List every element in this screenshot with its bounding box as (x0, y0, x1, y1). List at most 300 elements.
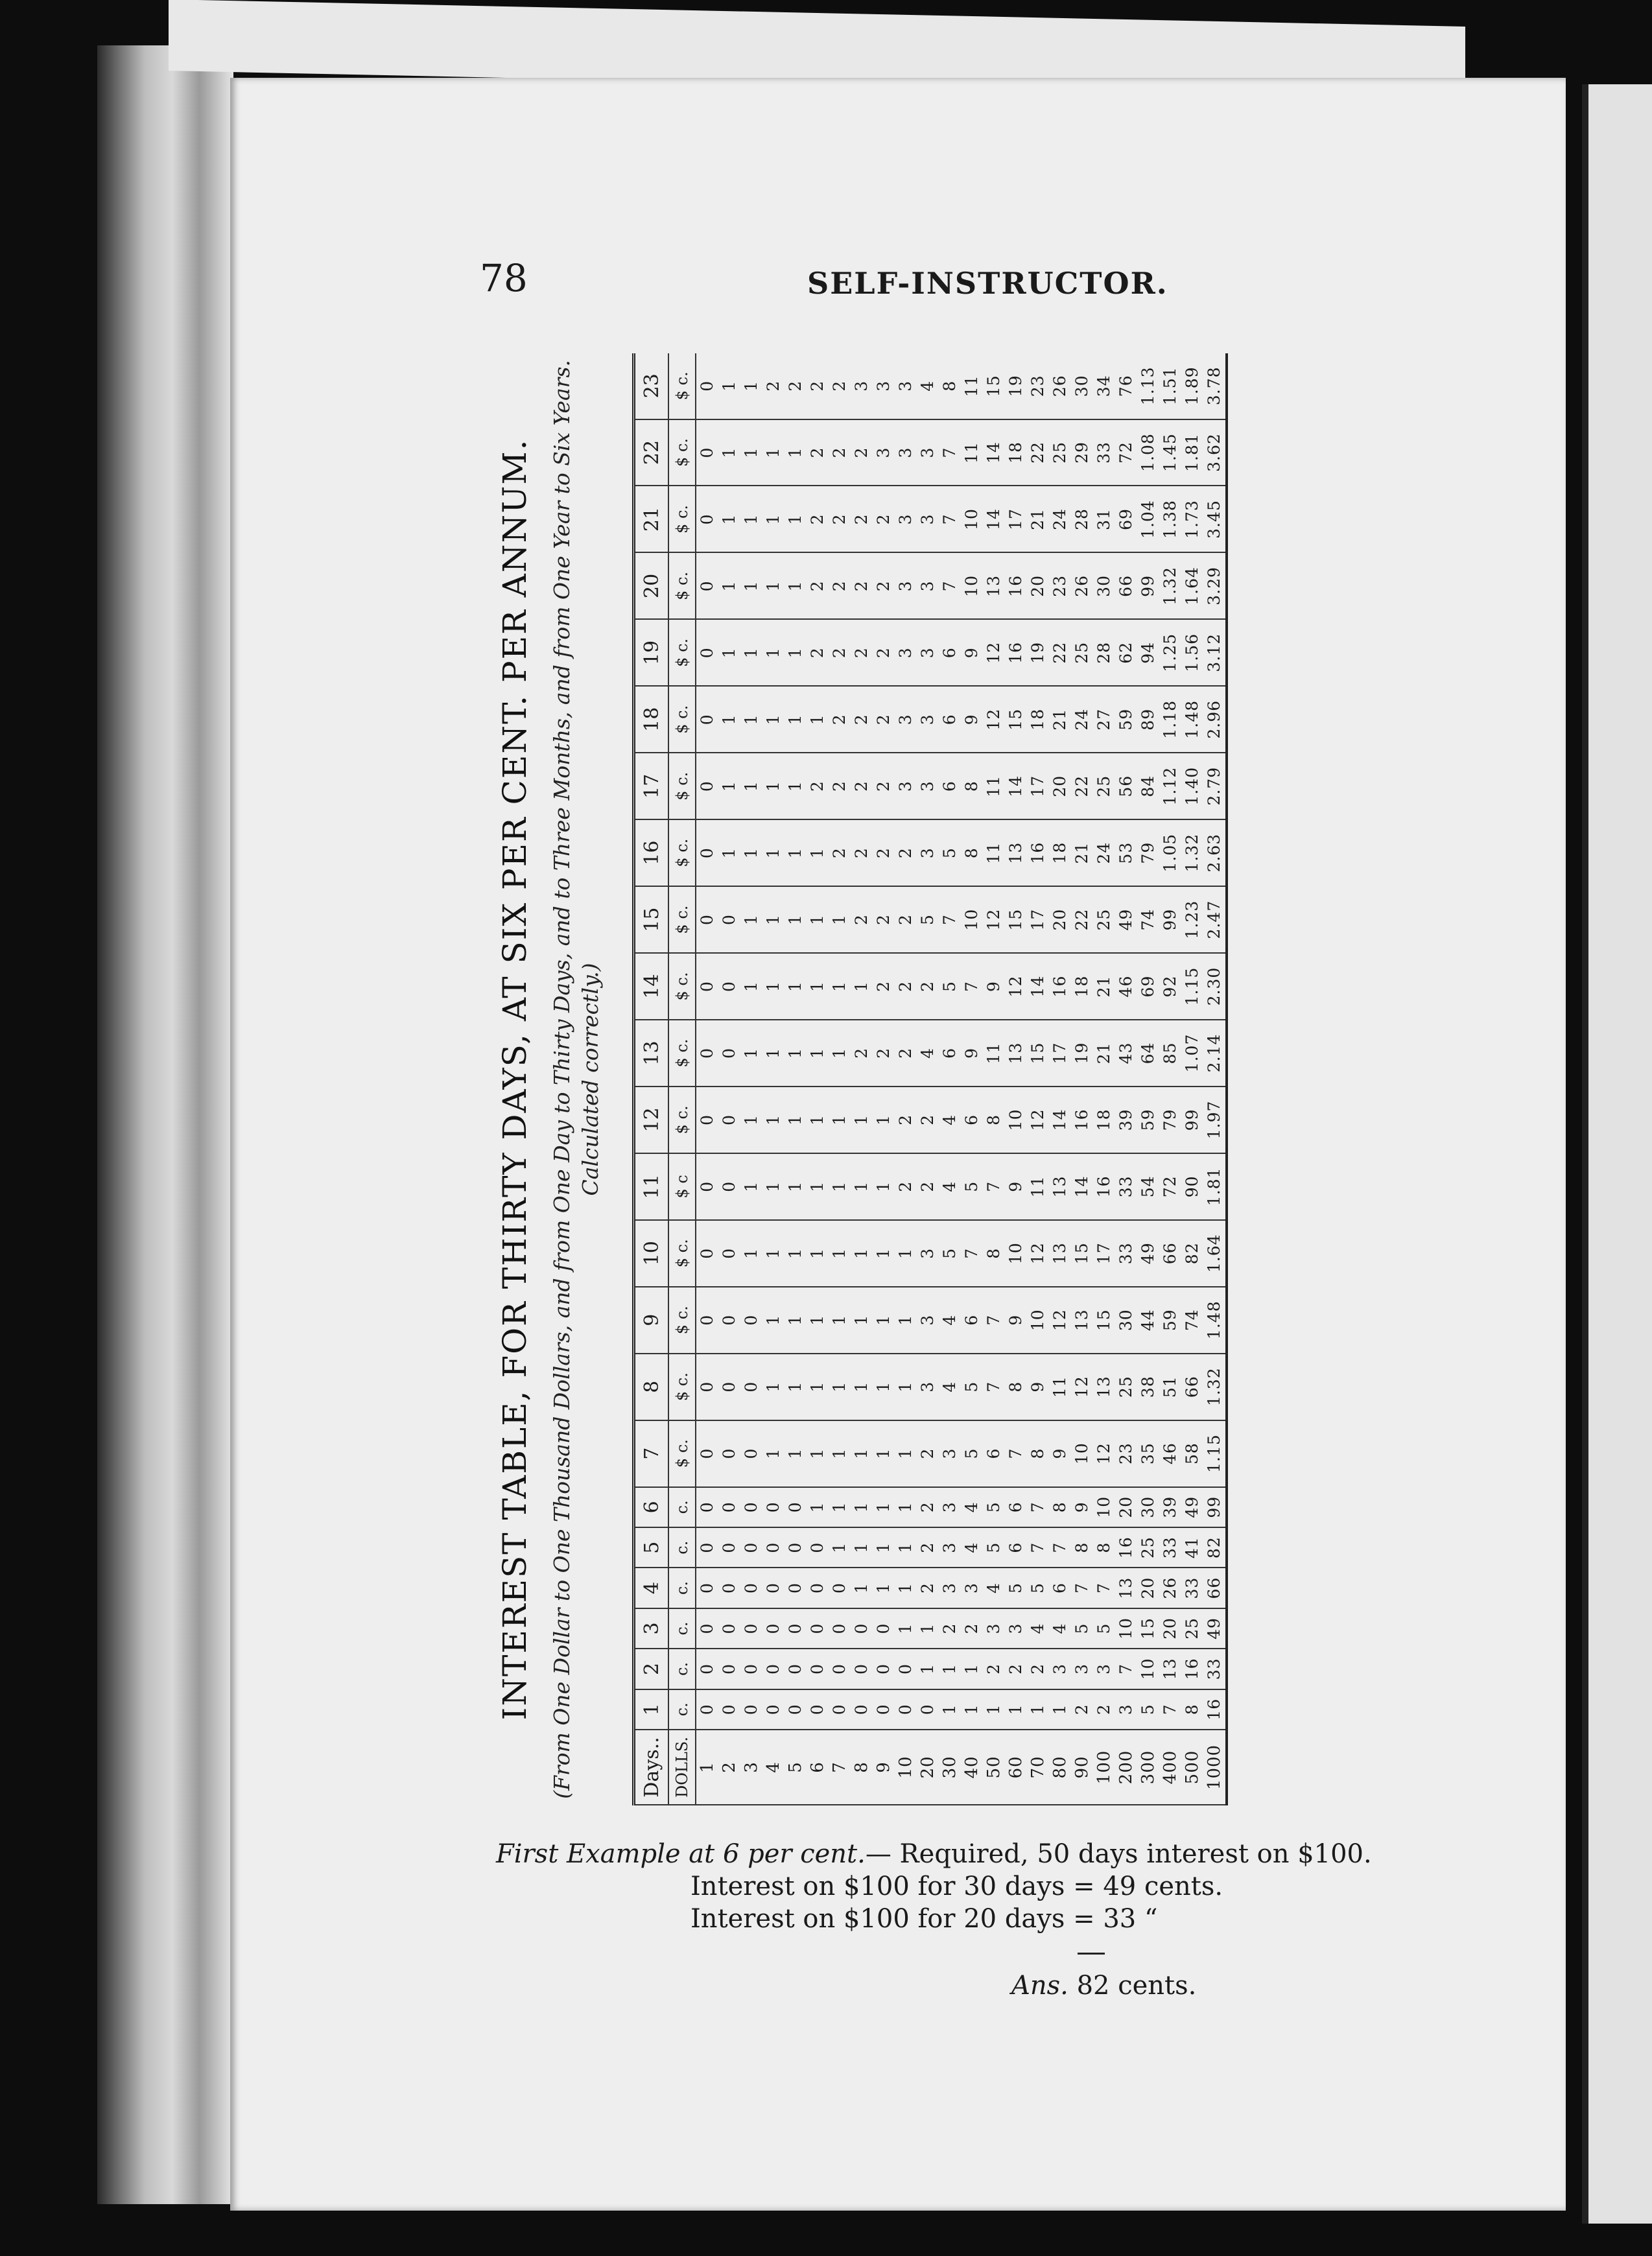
interest-cell: 0 (696, 486, 718, 553)
interest-cell: 59 (1159, 1287, 1181, 1354)
dollar-amount: 500 (1181, 1730, 1203, 1805)
interest-cell: 1.23 (1181, 886, 1203, 953)
interest-cell: 3 (917, 419, 939, 486)
interest-cell: 1.48 (1203, 1287, 1227, 1354)
interest-cell: 3 (917, 486, 939, 553)
interest-cell: 2 (829, 686, 851, 753)
interest-cell: 16 (1027, 819, 1049, 886)
interest-cell: 14 (983, 486, 1005, 553)
interest-cell: 2.79 (1203, 753, 1227, 819)
interest-cell: 18 (1093, 1087, 1115, 1153)
example-line-2: Interest on $100 for 30 days = 49 cents. (690, 1872, 1223, 1901)
interest-cell: 20 (1049, 753, 1071, 819)
interest-cell: 66 (1203, 1568, 1227, 1608)
interest-cell: 2 (895, 953, 917, 1020)
interest-cell: 3 (873, 419, 895, 486)
interest-cell: 0 (807, 1568, 829, 1608)
interest-cell: 3 (895, 419, 917, 486)
interest-cell: 2 (829, 353, 851, 419)
interest-cell: 1.05 (1159, 819, 1181, 886)
interest-cell: 7 (983, 1287, 1005, 1354)
interest-cell: 74 (1181, 1287, 1203, 1354)
interest-cell: 2 (807, 619, 829, 686)
interest-cell: 3 (939, 1420, 961, 1487)
interest-cell: 1 (829, 1354, 851, 1420)
interest-cell: 0 (895, 1649, 917, 1689)
interest-cell: 2 (895, 886, 917, 953)
interest-cell: 1 (829, 1287, 851, 1354)
interest-cell: 0 (740, 1287, 762, 1354)
interest-cell: 26 (1159, 1568, 1181, 1608)
interest-cell: 10 (961, 886, 983, 953)
interest-cell: 0 (718, 1649, 740, 1689)
table-row (740, 353, 762, 1805)
interest-cell: 1 (873, 1287, 895, 1354)
interest-cell: 11 (961, 353, 983, 419)
interest-cell: 5 (961, 1420, 983, 1487)
interest-cell: 18 (1005, 419, 1027, 486)
interest-cell: 6 (939, 686, 961, 753)
interest-cell: 7 (1049, 1527, 1071, 1568)
dollar-amount: 3 (740, 1730, 762, 1805)
day-column-header: 21 (634, 486, 669, 553)
interest-cell: 1 (829, 953, 851, 1020)
interest-cell: 1.97 (1203, 1087, 1227, 1153)
interest-cell: 2 (851, 619, 873, 686)
dollar-amount: 5 (785, 1730, 807, 1805)
interest-cell: 0 (696, 686, 718, 753)
interest-cell: 5 (939, 819, 961, 886)
interest-cell: 2 (807, 353, 829, 419)
interest-cell: 1 (740, 419, 762, 486)
table-row (1159, 353, 1181, 1805)
interest-cell: 1 (807, 1287, 829, 1354)
interest-cell: 0 (895, 1689, 917, 1730)
interest-cell: 11 (983, 1020, 1005, 1087)
interest-cell: 16 (1005, 619, 1027, 686)
interest-cell: 33 (1159, 1527, 1181, 1568)
interest-cell: 0 (696, 1420, 718, 1487)
interest-cell: 1 (873, 1527, 895, 1568)
unit-label: c. (668, 1568, 696, 1608)
dollar-amount: 7 (829, 1730, 851, 1805)
interest-cell: 4 (939, 1287, 961, 1354)
interest-cell: 0 (718, 1087, 740, 1153)
interest-cell: 7 (983, 1354, 1005, 1420)
example-line-3: Interest on $100 for 20 days = 33 “ (690, 1904, 1158, 1934)
interest-cell: 25 (1093, 886, 1115, 953)
interest-cell: 1 (762, 886, 785, 953)
interest-cell: 1 (895, 1527, 917, 1568)
interest-cell: 3 (917, 753, 939, 819)
interest-cell: 3 (917, 1354, 939, 1420)
interest-cell: 1 (873, 1354, 895, 1420)
interest-cell: 66 (1181, 1354, 1203, 1420)
interest-cell: 3 (895, 686, 917, 753)
interest-cell: 0 (762, 1608, 785, 1649)
interest-cell: 6 (1005, 1527, 1027, 1568)
interest-cell: 12 (983, 886, 1005, 953)
interest-cell: 0 (696, 1287, 718, 1354)
interest-cell: 31 (1093, 486, 1115, 553)
interest-cell: 2 (917, 1568, 939, 1608)
interest-cell: 7 (1093, 1568, 1115, 1608)
interest-cell: 3 (895, 619, 917, 686)
interest-cell: 7 (1027, 1487, 1049, 1527)
interest-cell: 72 (1159, 1153, 1181, 1220)
interest-cell: 2 (851, 1020, 873, 1087)
day-column-header: 16 (634, 819, 669, 886)
interest-cell: 2 (851, 819, 873, 886)
interest-cell: 90 (1181, 1153, 1203, 1220)
interest-cell: 14 (1071, 1153, 1093, 1220)
interest-cell: 8 (939, 353, 961, 419)
interest-cell: 1 (807, 1420, 829, 1487)
interest-cell: 3 (917, 819, 939, 886)
day-column-header: 18 (634, 686, 669, 753)
interest-cell: 1 (873, 1487, 895, 1527)
interest-cell: 3 (939, 1527, 961, 1568)
interest-cell: 7 (939, 886, 961, 953)
interest-cell: 3 (1093, 1649, 1115, 1689)
interest-cell: 0 (696, 1153, 718, 1220)
interest-cell: 4 (939, 1153, 961, 1220)
interest-cell: 1 (807, 819, 829, 886)
interest-cell: 13 (1159, 1649, 1181, 1689)
interest-cell: 49 (1181, 1487, 1203, 1527)
interest-cell: 12 (1093, 1420, 1115, 1487)
interest-cell: 16 (1093, 1153, 1115, 1220)
interest-cell: 7 (961, 953, 983, 1020)
interest-cell: 8 (961, 819, 983, 886)
interest-cell: 4 (1049, 1608, 1071, 1649)
interest-cell: 26 (1071, 552, 1093, 619)
interest-cell: 64 (1137, 1020, 1159, 1087)
table-row (696, 353, 718, 1805)
interest-cell: 1 (762, 686, 785, 753)
interest-cell: 38 (1137, 1354, 1159, 1420)
interest-cell: 84 (1137, 753, 1159, 819)
interest-cell: 19 (1005, 353, 1027, 419)
day-column-header: 9 (634, 1287, 669, 1354)
example-line-1 (496, 1838, 1372, 1870)
interest-cell: 1 (718, 686, 740, 753)
interest-cell: 1 (895, 1354, 917, 1420)
interest-cell: 13 (1005, 819, 1027, 886)
interest-cell: 9 (1071, 1487, 1093, 1527)
interest-cell: 15 (1137, 1608, 1159, 1649)
interest-cell: 8 (1093, 1527, 1115, 1568)
interest-cell: 1.81 (1203, 1153, 1227, 1220)
interest-cell: 99 (1181, 1087, 1203, 1153)
interest-cell: 2 (785, 353, 807, 419)
interest-cell: 0 (718, 1420, 740, 1487)
unit-label: $ c. (668, 486, 696, 553)
table-row (1181, 353, 1203, 1805)
interest-cell: 1.32 (1181, 819, 1203, 886)
interest-cell: 74 (1137, 886, 1159, 953)
interest-cell: 1 (829, 1527, 851, 1568)
interest-cell: 2 (917, 1153, 939, 1220)
interest-cell: 16 (1203, 1689, 1227, 1730)
interest-cell: 0 (917, 1689, 939, 1730)
interest-cell: 2 (983, 1649, 1005, 1689)
day-column-header: 12 (634, 1087, 669, 1153)
interest-cell: 9 (1005, 1153, 1027, 1220)
day-column-header: 19 (634, 619, 669, 686)
interest-cell: 2 (917, 1527, 939, 1568)
interest-cell: 1.81 (1181, 419, 1203, 486)
unit-label: c. (668, 1487, 696, 1527)
interest-cell: 0 (785, 1608, 807, 1649)
interest-cell: 3.78 (1203, 353, 1227, 419)
interest-cell: 0 (851, 1649, 873, 1689)
interest-cell: 8 (1071, 1527, 1093, 1568)
interest-cell: 1 (829, 1087, 851, 1153)
interest-cell: 24 (1093, 819, 1115, 886)
interest-cell: 3 (851, 353, 873, 419)
interest-cell: 12 (1027, 1087, 1049, 1153)
interest-cell: 11 (1027, 1153, 1049, 1220)
interest-cell: 1 (895, 1568, 917, 1608)
interest-cell: 2 (829, 552, 851, 619)
interest-cell: 1 (762, 1287, 785, 1354)
interest-cell: 1 (762, 619, 785, 686)
interest-cell: 1 (718, 486, 740, 553)
interest-cell: 0 (696, 1220, 718, 1287)
interest-cell: 1.89 (1181, 353, 1203, 419)
interest-cell: 3.62 (1203, 419, 1227, 486)
interest-cell: 7 (961, 1220, 983, 1287)
interest-cell: 3.45 (1203, 486, 1227, 553)
interest-cell: 0 (740, 1527, 762, 1568)
interest-cell: 2 (873, 619, 895, 686)
interest-cell: 1 (718, 552, 740, 619)
interest-cell: 2 (961, 1608, 983, 1649)
interest-cell: 16 (1049, 953, 1071, 1020)
interest-cell: 10 (1137, 1649, 1159, 1689)
interest-cell: 1 (785, 753, 807, 819)
interest-cell: 1 (829, 1020, 851, 1087)
interest-cell: 2 (851, 486, 873, 553)
table-row (762, 353, 785, 1805)
interest-cell: 1 (939, 1649, 961, 1689)
answer-rule (1078, 1953, 1105, 1955)
interest-cell: 1 (785, 1420, 807, 1487)
interest-cell: 7 (1027, 1527, 1049, 1568)
interest-cell: 0 (829, 1689, 851, 1730)
interest-cell: 0 (762, 1689, 785, 1730)
interest-cell: 94 (1137, 619, 1159, 686)
interest-cell: 6 (939, 753, 961, 819)
interest-cell: 1 (740, 686, 762, 753)
interest-cell: 2 (873, 552, 895, 619)
dollar-amount: 40 (961, 1730, 983, 1805)
interest-cell: 76 (1115, 353, 1137, 419)
interest-cell: 1 (873, 1153, 895, 1220)
interest-cell: 59 (1115, 686, 1137, 753)
interest-cell: 0 (785, 1487, 807, 1527)
interest-cell: 2 (807, 419, 829, 486)
interest-cell: 3 (1115, 1689, 1137, 1730)
interest-cell: 1 (851, 1527, 873, 1568)
interest-cell: 3 (895, 753, 917, 819)
dollar-amount: 6 (807, 1730, 829, 1805)
interest-cell: 66 (1159, 1220, 1181, 1287)
interest-cell: 8 (983, 1220, 1005, 1287)
interest-cell: 1 (807, 1487, 829, 1527)
interest-cell: 15 (1027, 1020, 1049, 1087)
interest-cell: 2 (873, 953, 895, 1020)
interest-cell: 12 (1071, 1354, 1093, 1420)
interest-cell: 0 (696, 1568, 718, 1608)
table-row (807, 353, 829, 1805)
interest-cell: 1 (807, 1354, 829, 1420)
interest-cell: 23 (1027, 353, 1049, 419)
interest-cell: 3 (873, 353, 895, 419)
dollar-amount: 2 (718, 1730, 740, 1805)
interest-cell: 39 (1159, 1487, 1181, 1527)
interest-cell: 1 (807, 686, 829, 753)
rotated-table-region (486, 337, 1446, 1822)
interest-cell: 51 (1159, 1354, 1181, 1420)
interest-cell: 5 (1005, 1568, 1027, 1608)
table-row (1049, 353, 1071, 1805)
interest-cell: 1 (1049, 1689, 1071, 1730)
interest-cell: 0 (829, 1568, 851, 1608)
interest-cell: 1 (762, 552, 785, 619)
interest-cell: 1 (807, 886, 829, 953)
interest-cell: 1 (895, 1220, 917, 1287)
interest-cell: 14 (983, 419, 1005, 486)
example-block (496, 1838, 1372, 1935)
interest-cell: 1.73 (1181, 486, 1203, 553)
interest-cell: 10 (1005, 1220, 1027, 1287)
interest-cell: 0 (718, 1287, 740, 1354)
interest-cell: 3 (939, 1487, 961, 1527)
interest-cell: 7 (939, 486, 961, 553)
interest-cell: 3 (917, 1287, 939, 1354)
day-column-header: 14 (634, 953, 669, 1020)
interest-cell: 11 (961, 419, 983, 486)
interest-cell: 2 (851, 686, 873, 753)
interest-cell: 3 (1005, 1608, 1027, 1649)
interest-cell: 33 (1203, 1649, 1227, 1689)
interest-cell: 0 (718, 1527, 740, 1568)
interest-cell: 15 (1093, 1287, 1115, 1354)
interest-cell: 5 (983, 1527, 1005, 1568)
interest-cell: 5 (939, 953, 961, 1020)
interest-cell: 27 (1093, 686, 1115, 753)
interest-cell: 8 (1005, 1354, 1027, 1420)
interest-cell: 62 (1115, 619, 1137, 686)
interest-cell: 17 (1005, 486, 1027, 553)
dollar-amount: 80 (1049, 1730, 1071, 1805)
interest-cell: 1 (785, 1220, 807, 1287)
interest-cell: 2.14 (1203, 1020, 1227, 1087)
interest-cell: 14 (1005, 753, 1027, 819)
dollar-amount: 4 (762, 1730, 785, 1805)
interest-cell: 1.12 (1159, 753, 1181, 819)
interest-cell: 0 (740, 1487, 762, 1527)
interest-cell: 1 (1005, 1689, 1027, 1730)
interest-cell: 1 (851, 1487, 873, 1527)
interest-cell: 23 (1049, 552, 1071, 619)
interest-cell: 1.51 (1159, 353, 1181, 419)
interest-cell: 15 (1005, 686, 1027, 753)
table-row (1027, 353, 1049, 1805)
interest-cell: 1 (829, 1420, 851, 1487)
interest-cell: 3 (983, 1608, 1005, 1649)
interest-cell: 1 (807, 1020, 829, 1087)
dollar-amount: 100 (1093, 1730, 1115, 1805)
interest-cell: 9 (1005, 1287, 1027, 1354)
unit-label: $ c (668, 1153, 696, 1220)
interest-cell: 12 (983, 619, 1005, 686)
unit-label: $ c. (668, 353, 696, 419)
interest-cell: 1.04 (1137, 486, 1159, 553)
interest-cell: 0 (718, 886, 740, 953)
interest-cell: 20 (1049, 886, 1071, 953)
interest-cell: 1 (740, 819, 762, 886)
interest-cell: 2 (917, 1420, 939, 1487)
interest-cell: 4 (983, 1568, 1005, 1608)
interest-cell: 30 (1071, 353, 1093, 419)
interest-cell: 3.29 (1203, 552, 1227, 619)
interest-cell: 19 (1027, 619, 1049, 686)
interest-cell: 1 (718, 753, 740, 819)
interest-cell: 1 (785, 486, 807, 553)
interest-cell: 2 (829, 819, 851, 886)
interest-cell: 9 (1049, 1420, 1071, 1487)
dollar-amount: 300 (1137, 1730, 1159, 1805)
interest-cell: 0 (718, 1354, 740, 1420)
interest-cell: 54 (1137, 1153, 1159, 1220)
dollar-amount: 400 (1159, 1730, 1181, 1805)
interest-cell: 23 (1115, 1420, 1137, 1487)
interest-cell: 0 (829, 1649, 851, 1689)
interest-cell: 1 (785, 886, 807, 953)
interest-cell: 1.38 (1159, 486, 1181, 553)
unit-label: $ c. (668, 1420, 696, 1487)
interest-cell: 1 (785, 686, 807, 753)
interest-cell: 2 (807, 753, 829, 819)
interest-cell: 3 (961, 1568, 983, 1608)
interest-cell: 9 (1027, 1354, 1049, 1420)
interest-cell: 22 (1049, 619, 1071, 686)
interest-cell: 1 (917, 1649, 939, 1689)
unit-label: $ c. (668, 886, 696, 953)
interest-cell: 2 (829, 486, 851, 553)
interest-cell: 18 (1027, 686, 1049, 753)
interest-cell: 1 (762, 486, 785, 553)
interest-cell: 2 (873, 753, 895, 819)
interest-cell: 2 (939, 1608, 961, 1649)
interest-cell: 1 (851, 1087, 873, 1153)
interest-cell: 1 (939, 1689, 961, 1730)
interest-cell: 0 (873, 1689, 895, 1730)
interest-cell: 7 (939, 552, 961, 619)
dollar-amount: 60 (1005, 1730, 1027, 1805)
interest-cell: 9 (961, 1020, 983, 1087)
dollar-amount: 70 (1027, 1730, 1049, 1805)
interest-cell: 1 (762, 1354, 785, 1420)
interest-cell: 0 (785, 1568, 807, 1608)
example-lead: First Example at 6 per cent. (496, 1839, 866, 1869)
interest-cell: 49 (1203, 1608, 1227, 1649)
interest-cell: 13 (1049, 1220, 1071, 1287)
dollar-amount: 50 (983, 1730, 1005, 1805)
